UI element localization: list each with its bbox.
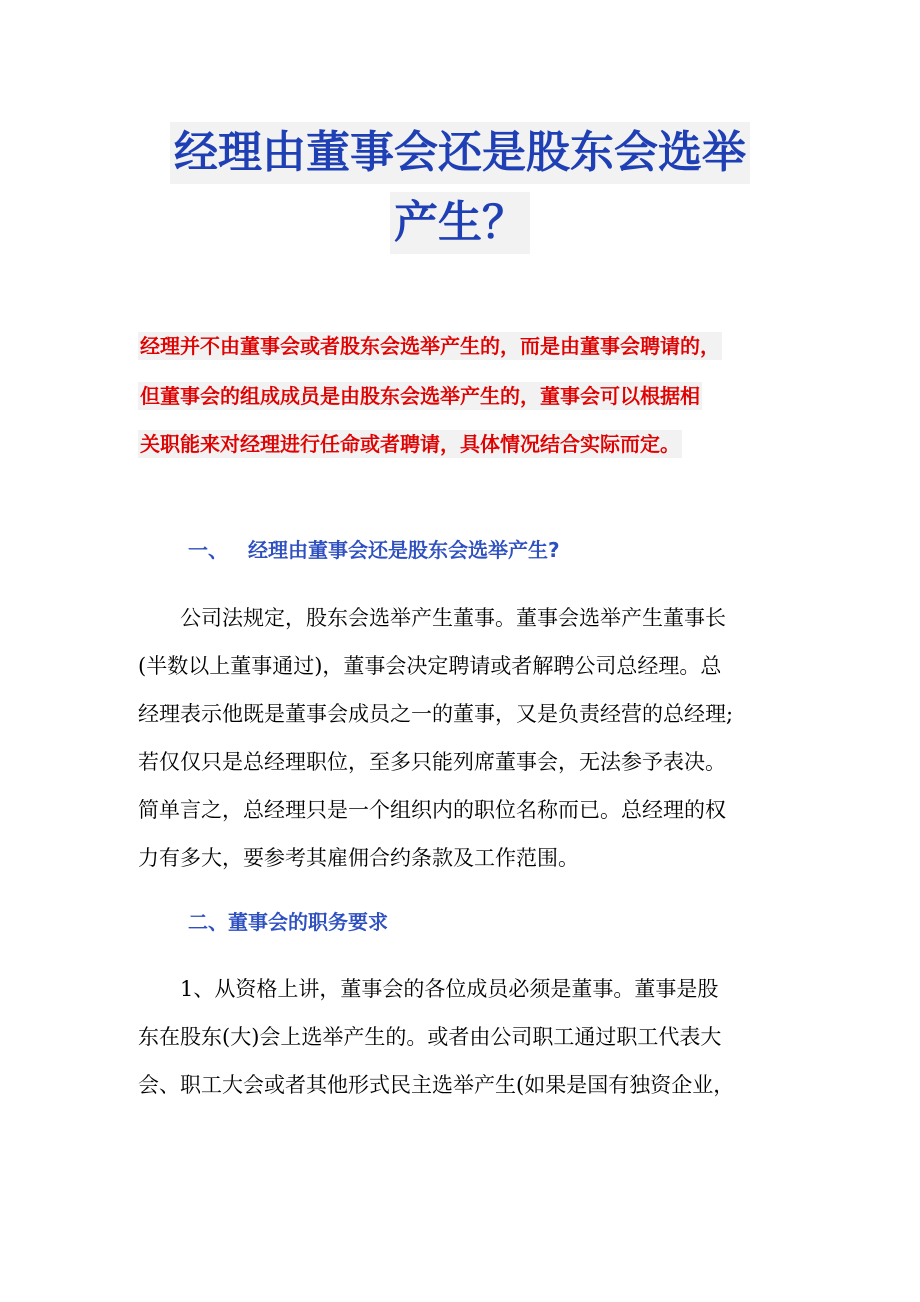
summary-line: 经理并不由董事会或者股东会选举产生的，而是由董事会聘请的，: [140, 334, 720, 358]
section-2-paragraph: [138, 965, 734, 1109]
paragraph-line: 1、从资格上讲，董事会的各位成员必须是董事。董事是股: [138, 977, 719, 1001]
section-2-heading: 二、董事会的职务要求: [188, 910, 388, 934]
paragraph-line: 公司法规定，股东会选举产生董事。董事会选举产生董事长: [138, 606, 726, 630]
paragraph-line: 经理表示他既是董事会成员之一的董事，又是负责经营的总经理;: [138, 702, 734, 726]
paragraph-line: 东在股东(大)会上选举产生的。或者由公司职工通过职工代表大: [138, 1025, 722, 1049]
paragraph-line: 力有多大，要参考其雇佣合约条款及工作范围。: [138, 846, 579, 870]
paragraph-line: 若仅仅只是总经理职位，至多只能列席董事会，无法参予表决。: [138, 750, 726, 774]
summary-line: 关职能来对经理进行任命或者聘请，具体情况结合实际而定。: [140, 432, 680, 456]
section-1-heading: [188, 536, 560, 564]
section-1-paragraph: [138, 594, 733, 882]
paragraph-line: 会、职工大会或者其他形式民主选举产生(如果是国有独资企业，: [138, 1073, 735, 1097]
document-title-line-1: 经理由董事会还是股东会选举: [0, 122, 920, 184]
section-1-heading-text: 经理由董事会还是股东会选举产生?: [248, 538, 560, 562]
section-1-number: 一、: [188, 538, 228, 562]
paragraph-line: 简单言之，总经理只是一个组织内的职位名称而已。总经理的权: [138, 798, 726, 822]
paragraph-line: (半数以上董事通过)，董事会决定聘请或者解聘公司总经理。总: [138, 654, 722, 678]
summary-line: 但董事会的组成成员是由股东会选举产生的，董事会可以根据相: [140, 384, 700, 408]
document-title-line-2: 产生？: [0, 192, 920, 254]
